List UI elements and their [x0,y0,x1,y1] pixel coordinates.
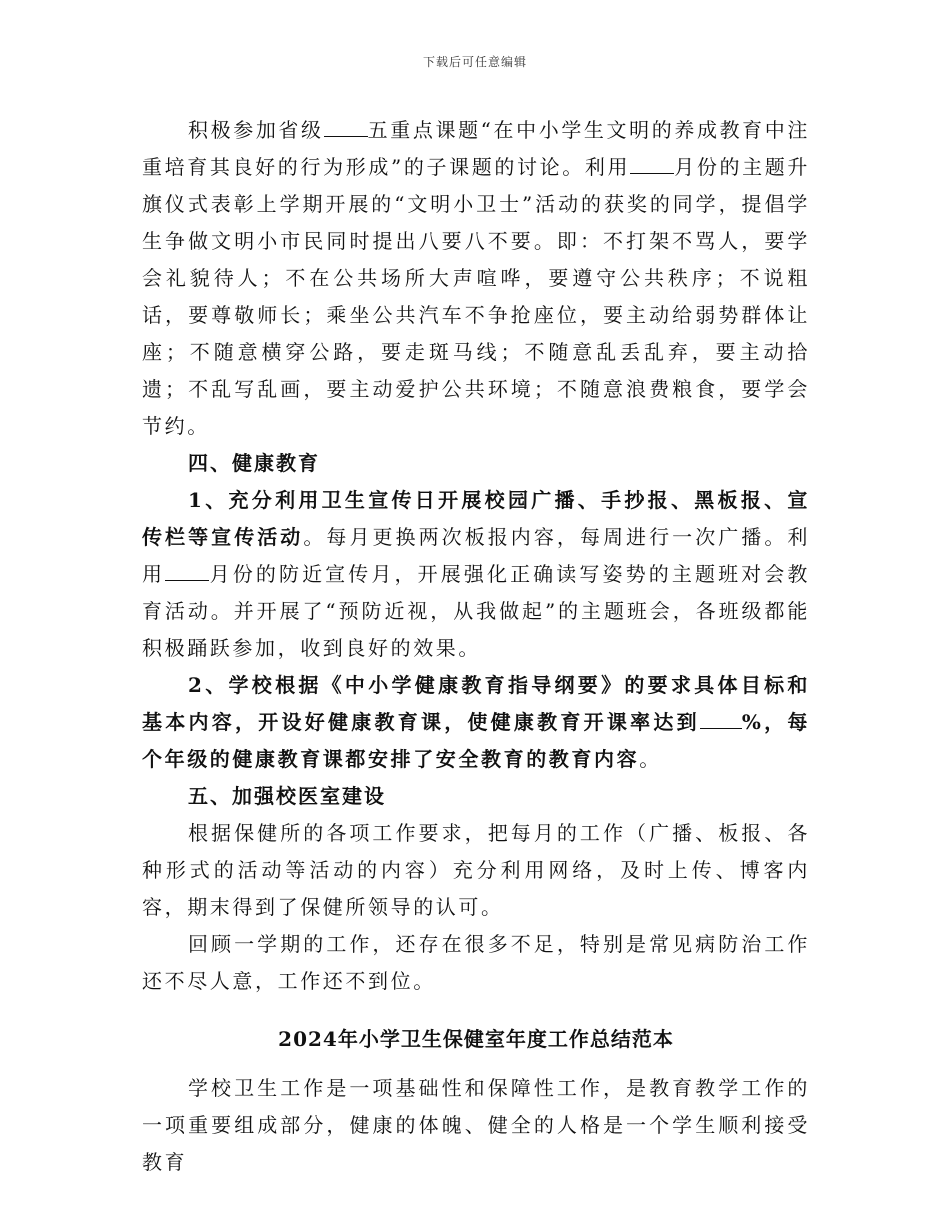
page-header: 下载后可任意编辑 [422,55,527,69]
health-item-2-end: 。 [639,747,662,771]
civility-text-3: 月份的主题升旗仪式表彰上学期开展的“文明小卫士”活动的获奖的同学，提倡学生争做文明小市民同时提出八要八不要。即：不打架不骂人，要学会礼貌待人；不在公共场所大声喧哗，要遵守公共秩序；不说粗话，要尊敬师长；乘坐公共汽车不争抢座位，要主动给弱势群体让座；不随意横穿公路，要走斑马线；不随意乱丢乱弃，要主动拾遗；不乱写乱画，要主动爱护公共环境；不随意浪费粮食，要学会节约。 [142,155,810,438]
clinic-paragraph-1: 根据保健所的各项工作要求，把每月的工作（广播、板报、各种形式的活动等活动的内容）充分利用网络，及时上传、博客内容，期末得到了保健所领导的认可。 [142,821,810,919]
health-item-1-text-b: 月份的防近宣传月，开展强化正确读写姿势的主题班对会教育活动。并开展了“预防近视，从我做起”的主题班会，各班级都能积极踊跃参加，收到良好的效果。 [142,562,810,660]
health-item-2-text-b: %，每个年级的健康教育课都安排了安全教育的教育内容 [142,710,810,771]
health-item-1-bold: 1、充分利用卫生宣传日开展校园广播、手抄报、黑板报、宣传栏等宣传活动 [142,488,810,549]
health-item-2 [142,667,810,778]
blank-line [630,153,674,174]
civility-text-1: 积极参加省级 [188,118,324,142]
health-item-1 [142,482,810,667]
section-heading-clinic: 五、加强校医室建设 [188,784,386,808]
blank-line [700,708,742,729]
blank-line [324,116,368,137]
section-heading-health: 四、健康教育 [188,451,320,475]
clinic-paragraph-2: 回顾一学期的工作，还存在很多不足，特别是常见病防治工作还不尽人意，工作还不到位。 [142,932,810,993]
document-body [142,112,810,1181]
blank-line [165,560,209,581]
civility-text-2: 五重点课题“在中小学生文明的养成教育中注重培育其良好的行为形成”的子课题的讨论。利用 [142,118,810,179]
health-item-2-text-a: 2、学校根据《中小学健康教育指导纲要》的要求具体目标和基本内容，开设好健康教育课，使健康教育开课率达到 [142,673,810,734]
civility-paragraph [142,112,810,445]
summary-title: 2024年小学卫生保健室年度工作总结范本 [278,1027,674,1051]
health-item-1-text-a: 。每月更换两次板报内容，每周进行一次广播。利用 [142,525,811,586]
summary-paragraph-1: 学校卫生工作是一项基础性和保障性工作，是教育教学工作的一项重要组成部分，健康的体魄、健全的人格是一个学生顺利接受教育 [142,1076,810,1174]
